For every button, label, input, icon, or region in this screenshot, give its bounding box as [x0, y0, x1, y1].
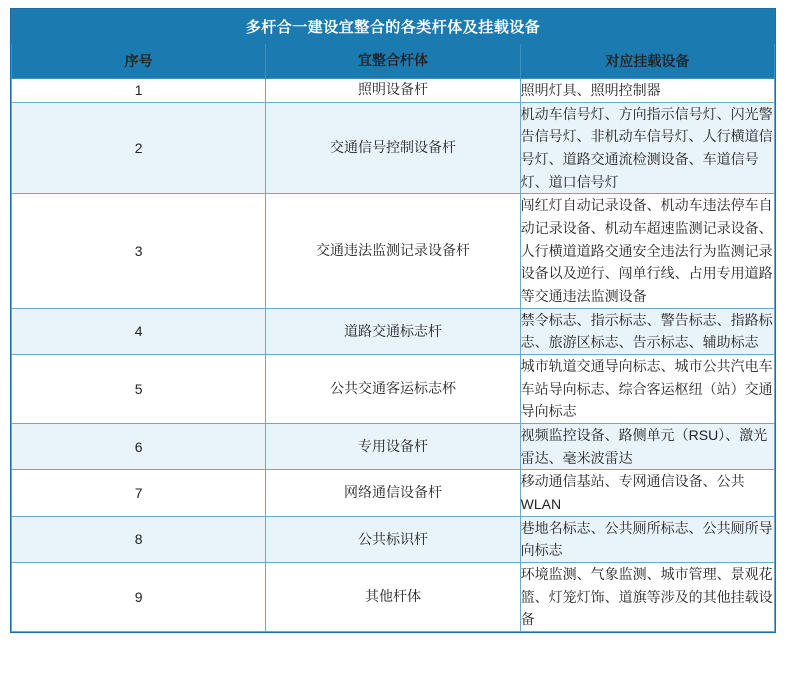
- row-devices: 视频监控设备、路侧单元（RSU）、激光雷达、毫米波雷达: [520, 424, 774, 470]
- column-header-pole: 宜整合杆体: [266, 44, 520, 79]
- table-row: [12, 79, 775, 103]
- row-pole: 专用设备杆: [266, 424, 520, 470]
- row-devices: 移动通信基站、专网通信设备、公共 WLAN: [520, 470, 774, 516]
- table-container: [10, 8, 776, 633]
- table-row: [12, 308, 775, 354]
- row-pole: 交通信号控制设备杆: [266, 102, 520, 194]
- table-header-row: [12, 44, 775, 79]
- row-index: 1: [12, 79, 266, 103]
- pole-integration-table: [11, 9, 775, 632]
- table-title: 多杆合一建设宜整合的各类杆体及挂载设备: [12, 10, 775, 44]
- table-row: [12, 470, 775, 516]
- column-header-devices: 对应挂载设备: [520, 44, 774, 79]
- table-row: [12, 355, 775, 424]
- row-pole: 照明设备杆: [266, 79, 520, 103]
- row-pole: 网络通信设备杆: [266, 470, 520, 516]
- row-pole: 交通违法监测记录设备杆: [266, 194, 520, 308]
- row-devices: 禁令标志、指示标志、警告标志、指路标志、旅游区标志、告示标志、辅助标志: [520, 308, 774, 354]
- row-devices: 巷地名标志、公共厕所标志、公共厕所导向标志: [520, 516, 774, 562]
- row-index: 7: [12, 470, 266, 516]
- row-devices: 机动车信号灯、方向指示信号灯、闪光警告信号灯、非机动车信号灯、人行横道信号灯、道路交通流检测设备、车道信号灯、道口信号灯: [520, 102, 774, 194]
- row-index: 4: [12, 308, 266, 354]
- column-header-index: 序号: [12, 44, 266, 79]
- row-devices: 照明灯具、照明控制器: [520, 79, 774, 103]
- row-index: 5: [12, 355, 266, 424]
- row-pole: 公共交通客运标志杯: [266, 355, 520, 424]
- table-row: [12, 424, 775, 470]
- row-devices: 闯红灯自动记录设备、机动车违法停车自动记录设备、机动车超速监测记录设备、人行横道道路交通安全违法行为监测记录设备以及逆行、闯单行线、占用专用道路等交通违法监测设备: [520, 194, 774, 308]
- row-index: 6: [12, 424, 266, 470]
- row-pole: 道路交通标志杆: [266, 308, 520, 354]
- row-index: 2: [12, 102, 266, 194]
- table-title-row: [12, 10, 775, 44]
- row-index: 8: [12, 516, 266, 562]
- table-row: [12, 563, 775, 632]
- table-row: [12, 102, 775, 194]
- table-row: [12, 516, 775, 562]
- row-pole: 公共标识杆: [266, 516, 520, 562]
- table-row: [12, 194, 775, 308]
- table-body: [12, 10, 775, 632]
- row-index: 9: [12, 563, 266, 632]
- row-devices: 城市轨道交通导向标志、城市公共汽电车车站导向标志、综合客运枢纽（站）交通导向标志: [520, 355, 774, 424]
- row-index: 3: [12, 194, 266, 308]
- row-devices: 环境监测、气象监测、城市管理、景观花篮、灯笼灯饰、道旗等涉及的其他挂载设备: [520, 563, 774, 632]
- row-pole: 其他杆体: [266, 563, 520, 632]
